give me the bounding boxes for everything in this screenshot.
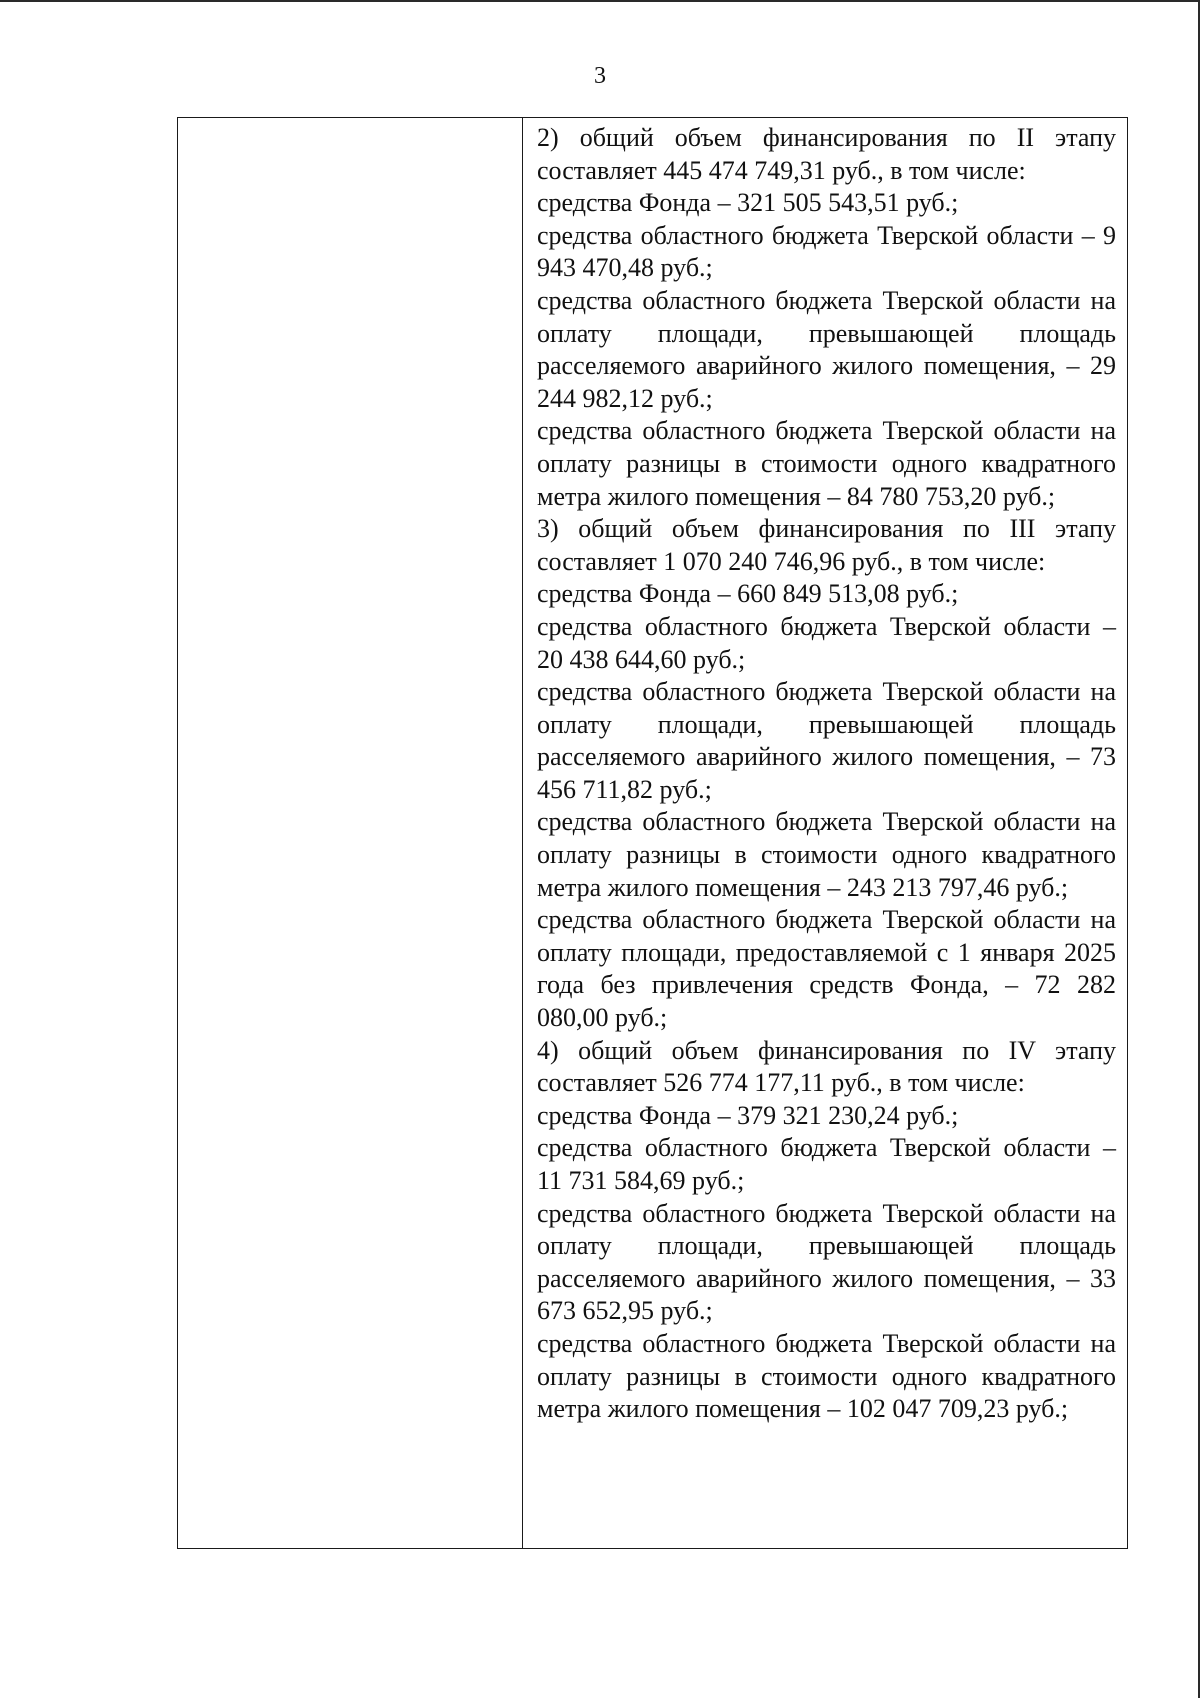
stage-3-regional-budget: средства областного бюджета Тверской области – 20 438 644,60 руб.; [537, 611, 1116, 674]
page-number: 3 [594, 63, 606, 89]
table-right-column [523, 118, 1127, 1548]
scan-edge-top [0, 0, 1200, 2]
stage-2-price-difference: средства областного бюджета Тверской области на оплату разницы в стоимости одного квадратного метра жилого помещения – 84 780 753,20 руб.; [537, 416, 1116, 511]
stage-4-excess-area: средства областного бюджета Тверской области на оплату площади, превышающей площадь расселяемого аварийного жилого помещения, – 33 673 652,95 руб.; [537, 1198, 1116, 1326]
stage-3-fund: средства Фонда – 660 849 513,08 руб.; [537, 579, 959, 609]
stage-3-total: 3) общий объем финансирования по III этапу составляет 1 070 240 746,96 руб., в том числе: [537, 514, 1116, 576]
stage-2-excess-area: средства областного бюджета Тверской области на оплату площади, превышающей площадь расселяемого аварийного жилого помещения, – 29 244 982,12 руб.; [537, 285, 1116, 413]
stage-3-price-difference: средства областного бюджета Тверской области на оплату разницы в стоимости одного квадратного метра жилого помещения – 243 213 797,46 руб.; [537, 807, 1116, 902]
stage-2-regional-budget: средства областного бюджета Тверской области – 9 943 470,48 руб.; [537, 220, 1116, 283]
stage-4-fund: средства Фонда – 379 321 230,24 руб.; [537, 1100, 959, 1130]
stage-4-total: 4) общий объем финансирования по IV этапу составляет 526 774 177,11 руб., в том числе: [537, 1035, 1116, 1098]
stage-3-area-2025: средства областного бюджета Тверской области на оплату площади, предоставляемой с 1 января 2025 года без привлечения средств Фонда, – 72 282 080,00 руб.; [537, 905, 1116, 1033]
stage-3-excess-area: средства областного бюджета Тверской области на оплату площади, превышающей площадь расселяемого аварийного жилого помещения, – 73 456 711,82 руб.; [537, 677, 1116, 804]
stage-4-regional-budget: средства областного бюджета Тверской области – 11 731 584,69 руб.; [537, 1133, 1116, 1195]
table-left-column [178, 118, 523, 1548]
stage-4-price-difference: средства областного бюджета Тверской области на оплату разницы в стоимости одного квадратного метра жилого помещения – 102 047 709,23 руб.; [537, 1328, 1116, 1424]
stage-2-total: 2) общий объем финансирования по II этапу составляет 445 474 749,31 руб., в том числе: [537, 123, 1116, 185]
content-table [177, 117, 1128, 1549]
stage-2-fund: средства Фонда – 321 505 543,51 руб.; [537, 188, 959, 218]
